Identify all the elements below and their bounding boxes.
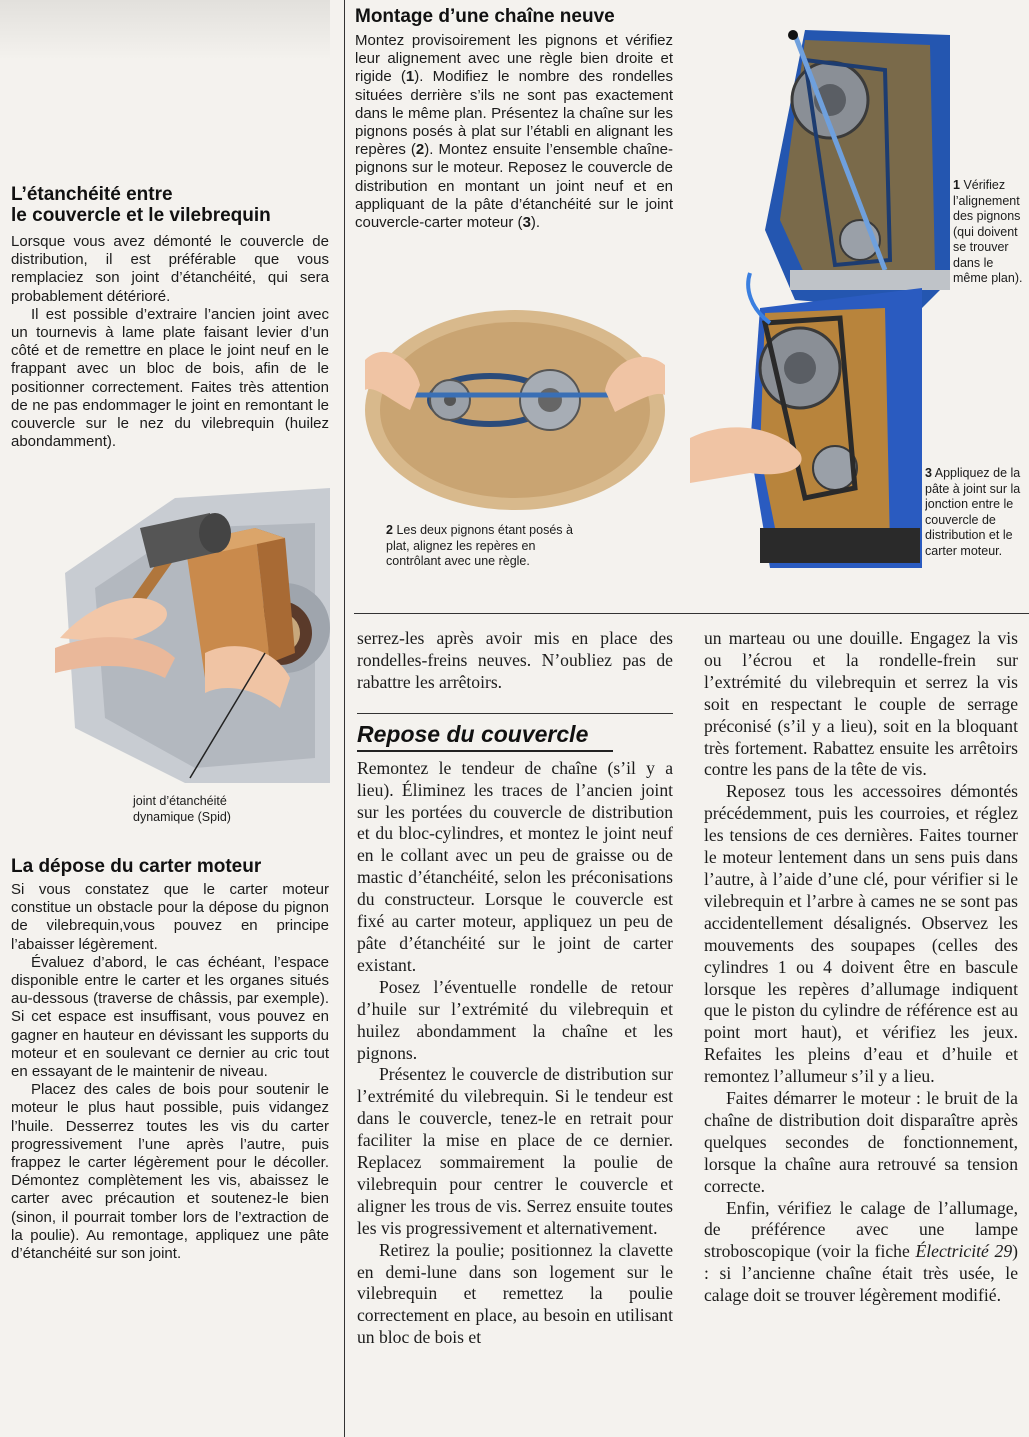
caption-2: 2 Les deux pignons étant posés à plat, alignez les repères en contrôlant avec une règle. xyxy=(386,523,573,568)
paragraph: Retirez la poulie; positionnez la clavette en demi-lune dans son logement sur le vilebrequin et remettez la poulie correctement en place, au besoin en utilisant un bloc de bois et xyxy=(357,1239,673,1348)
figure-2-chain-flat xyxy=(365,300,665,520)
middle-column xyxy=(357,628,673,1349)
header-band xyxy=(0,0,330,60)
paragraph: Remontez le tendeur de chaîne (s’il y a lieu). Éliminez les traces de l’ancien joint sur les portées du couvercle de distribution et du bloc-cylindres, et montez le joint neuf en le collant avec un peu de graisse ou de mastic d’étanchéité, selon les préconisations du constructeur. Lorsque le couvercle est fixé au carter moteur, appliquez un peu de pâte d’étanchéité sur le joint de carter existant. xyxy=(357,757,673,975)
paragraph: Lorsque vous avez démonté le couvercle de distribution, il est préférable que vous remplaciez son joint d’étanchéité, qui sera probablement détérioré. xyxy=(11,233,329,305)
paragraph: Il est possible d’extraire l’ancien joint avec un tournevis à lame plate faisant levier d’un côté et de remettre en place le joint neuf en le frappant avec un bloc de bois, afin de le positionner correctement. Faites très attention de ne pas endommager le joint en remontant le couvercle sur le nez du vilebrequin (huilez abondamment). xyxy=(11,305,329,451)
section-title: Repose du couvercle xyxy=(357,720,613,752)
paragraph: Faites démarrer le moteur : le bruit de la chaîne de distribution doit disparaître après quelques secondes de fonctionnement, lorsque la chaîne aura retrouvé sa tension correcte. xyxy=(704,1088,1018,1196)
paragraph: Montez provisoirement les pignons et vérifiez leur alignement avec une règle bien droite et rigide (1). Modifiez le nombre des rondelles situées derrière s’ils ne sont pas exactement dans le même plan. Présentez la chaîne sur les pignons posés à plat sur l’établi en alignant les repères (2). Montez ensuite l’ensemble chaîne-pignons sur le moteur. Reposez le couvercle de distribution en montant un joint neuf et en appliquant de la pâte d’étanchéité sur le joint couvercle-carter moteur (3). xyxy=(355,32,673,232)
section-title: La dépose du carter moteur xyxy=(11,856,262,877)
right-column xyxy=(704,628,1018,1307)
paragraph: Si vous constatez que le carter moteur constitue un obstacle pour la dépose du pignon de vilebrequin,vous pouvez en principe l’abaisser légèrement. xyxy=(11,881,329,953)
paragraph: serrez-les après avoir mis en place des rondelles-freins neuves. N’oubliez pas de rabattre les arrêtoirs. xyxy=(357,628,673,692)
section-depose-carter xyxy=(11,856,329,1263)
figure-3-paste xyxy=(690,268,922,568)
caption-3: 3 Appliquez de la pâte à joint sur la jonction entre le couvercle de distribution et le carter moteur. xyxy=(925,466,1021,558)
engine-paste-illustration xyxy=(690,268,922,568)
chain-sprockets-illustration xyxy=(365,300,665,520)
paragraph: Posez l’éventuelle rondelle de retour d’huile sur l’extrémité du vilebrequin et huilez abondamment la chaîne et les pignons. xyxy=(357,976,673,1063)
paragraph: Placez des cales de bois pour soutenir le moteur le plus haut possible, puis vidangez l’huile. Desserrez toutes les vis du carter progressivement l’une après l’autre, puis frappez le carter légèrement pour le décoller. Démontez complètement les vis, abaissez le carter avec précaution et soutenez-le bien (sinon, il pourrait tomber lors de l’extraction de la poulie). Au remontage, appliquez une pâte d’étanchéité sur son joint. xyxy=(11,1081,329,1263)
column-divider xyxy=(344,0,345,1437)
section-etancheite xyxy=(11,184,329,451)
figure-joint-spid xyxy=(55,478,330,783)
paragraph: un marteau ou une douille. Engagez la vis ou l’écrou et la rondelle-frein sur l’extrémité du vilebrequin et serrez la vis soit en respectant le couple de serrage préconisé (s’il y a lieu), soit en la bloquant très fortement. Rabattez ensuite les arrêtoirs contre les pans de la tête de vis. xyxy=(704,628,1018,780)
paragraph: Reposez tous les accessoires démontés précédemment, puis les courroies, et réglez les tensions de ces dernières. Faites tourner le moteur lentement dans un sens puis dans l’autre, à l’aide d’une clé, pour vérifier si le vilebrequin et l’arbre à cames ne se sont pas accidentellement désalignés. Observez les mouvements des soupapes (celles des cylindres 1 ou 4 doivent être en bascule lorsque les repères d’allumage indiquent que le piston du cylindre de référence est au point mort haut), et vérifiez les jeux. Refaites les pleins d’eau et d’huile et remontez l’allumeur s’il y a lieu. xyxy=(704,781,1018,1087)
paragraph: Présentez le couvercle de distribution sur l’extrémité du vilebrequin. Si le tendeur est dans le couvercle, tenez-le en retrait pour faciliter la mise en place de ce dernier. Replacez sommairement la poulie de vilebrequin pour centrer le couvercle et aligner les trous de vis. Serrez ensuite toutes les vis progressivement et alternativement. xyxy=(357,1064,673,1238)
section-divider xyxy=(357,713,673,714)
paragraph: Évaluez d’abord, le cas échéant, l’espace disponible entre le carter et les organes situés au-dessous (traverse de châssis, par exemple). Si cet espace est insuffisant, vous pouvez en gagner en hauteur en dévissant les supports du moteur et en soulevant ce dernier au cric tout en essayant de le maintenir de niveau. xyxy=(11,953,329,1081)
section-montage-chaine xyxy=(355,6,673,232)
section-title: Montage d’une chaîne neuve xyxy=(355,6,615,27)
caption-1: 1 Vérifiez l’alignement des pignons (qui doivent se trouver dans le même plan). xyxy=(953,178,1023,285)
section-divider xyxy=(354,613,1029,614)
hammer-illustration xyxy=(55,478,330,783)
section-title: L’étanchéité entre le couvercle et le vilebrequin xyxy=(11,184,271,226)
figure-caption: joint d’étanchéité dynamique (Spid) xyxy=(133,794,231,824)
paragraph: Enfin, vérifiez le calage de l’allumage, de préférence avec une lampe stroboscopique (voir la fiche Électricité 29) : si l’ancienne chaîne était très usée, le calage doit se trouver légèrement modifié. xyxy=(704,1197,1018,1306)
